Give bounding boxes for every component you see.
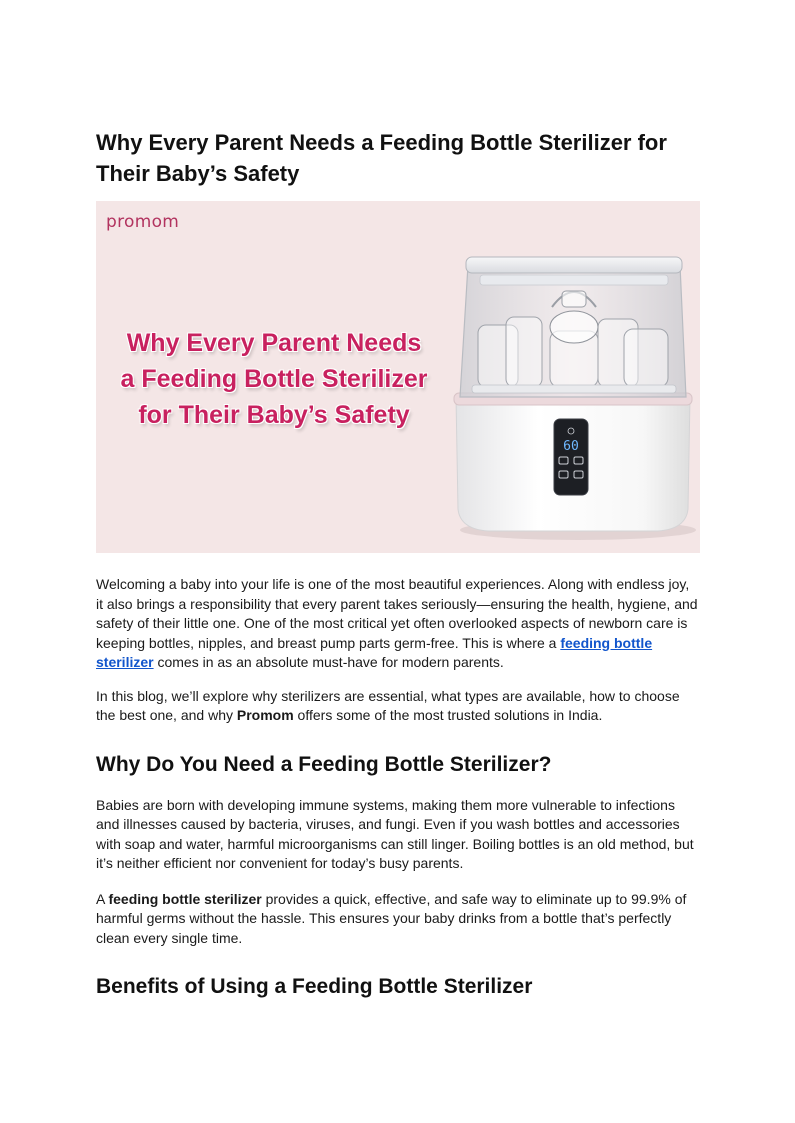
overview-text-end: offers some of the most trusted solutions in India.	[293, 707, 603, 723]
blog-overview-paragraph	[96, 687, 700, 726]
article-title: Why Every Parent Needs a Feeding Bottle Sterilizer for Their Baby’s Safety	[96, 130, 667, 186]
overview-text-start: In this blog, we’ll explore why sterilizers are essential, what types are available, how to choose the best one, and why	[96, 687, 680, 723]
feeding-bottle-sterilizer-link[interactable]: feeding bottle sterilizer	[96, 634, 653, 670]
intro-text-start: Welcoming a baby into your life is one of the most beautiful experiences. Along with endless joy, it also brings a responsibility that every parent takes seriously—ensuring the health, hygiene, and safety of their little one. One of the most critical yet often overlooked aspects of newborn care is keeping bottles, nipples, and breast pump parts germ-free. This is where a	[96, 576, 698, 651]
banner-headline-line3: for Their Baby’s Safety	[138, 401, 410, 429]
brand-name: Promom	[236, 707, 294, 723]
benefit-text-start: A	[96, 890, 109, 907]
immune-system-paragraph: Babies are born with developing immune systems, making them more vulnerable to infections and illnesses caused by bacteria, viruses, and fungi. Even if you wash bottles and accessories with soap and water, harmful microorganisms can still linger. Boiling bottles is an old method, but it’s neither efficient nor convenient for today’s busy parents.	[96, 796, 694, 871]
hero-banner-image	[96, 201, 700, 553]
sterilizer-product-illustration	[448, 247, 700, 547]
intro-paragraph	[96, 575, 700, 673]
promom-logo: promom	[106, 212, 180, 232]
banner-headline-line2: a Feeding Bottle Sterilizer	[120, 365, 428, 393]
article-body	[96, 127, 700, 1002]
benefit-bold-term: feeding bottle sterilizer	[108, 890, 262, 907]
section-heading-why: Why Do You Need a Feeding Bottle Sterilizer?	[96, 752, 552, 776]
panel-display-value: 60	[563, 439, 579, 454]
section-heading-benefits: Benefits of Using a Feeding Bottle Sterilizer	[96, 975, 533, 998]
benefit-text-end: provides a quick, effective, and safe way to eliminate up to 99.9% of harmful germs without the hassle. This ensures your baby drinks from a bottle that’s perfectly clean every single time.	[96, 890, 687, 946]
intro-text-end: comes in as an absolute must-have for modern parents.	[153, 654, 504, 670]
banner-headline-line1: Why Every Parent Needs	[126, 329, 422, 357]
sterilizer-benefit-paragraph	[96, 890, 700, 949]
banner-headline	[102, 325, 446, 433]
